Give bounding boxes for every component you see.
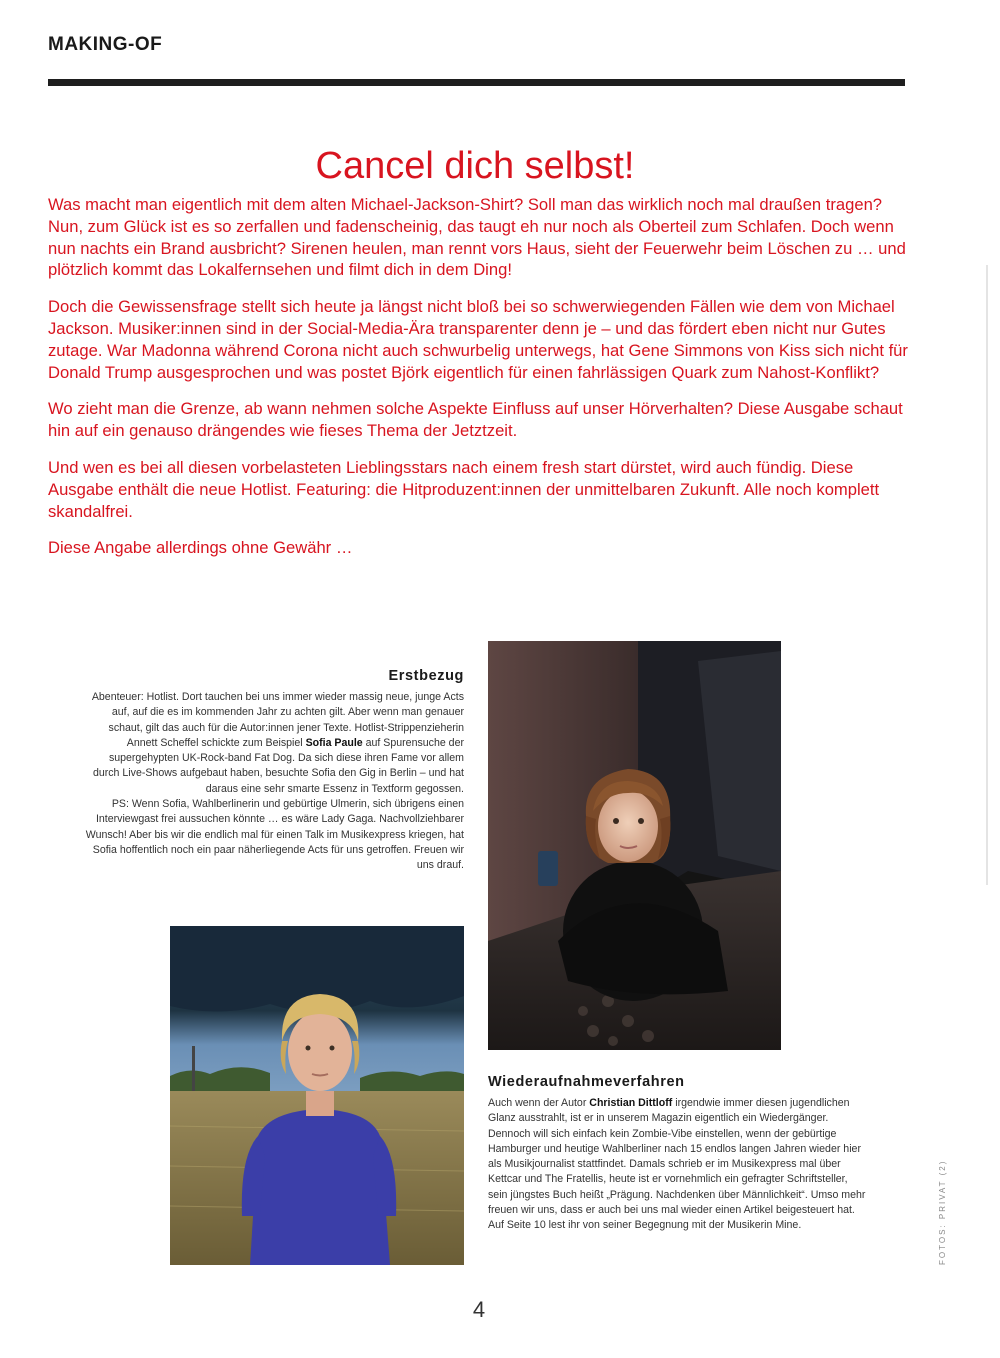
intro-paragraph: Was macht man eigentlich mit dem alten Michael-Jackson-Shirt? Soll man das wirklich noch mal draußen tragen? Nun, zum Glück ist es so zerfallen und fadenscheinig, das taugt eh nur noch als Oberteil zum Schlafen. Doch wenn nun nachts ein Brand ausbricht? Sirenen heulen, man rennt vors Haus, sieht der Feuerwehr beim Löschen zu … und plötzlich kommt das Lokalfernsehen und filmt dich in dem Ding! xyxy=(48,195,906,280)
header-rule xyxy=(48,79,905,86)
wiederaufnahme-text xyxy=(488,1096,868,1234)
wiederaufnahme-title: Wiederaufnahmeverfahren xyxy=(488,1074,685,1090)
wiederaufnahme-text-part: Auch wenn der Autor xyxy=(488,1097,590,1109)
author-photo-christian xyxy=(170,926,464,1265)
erstbezug-text-part: Abenteuer: Hotlist. Dort tauchen bei uns immer wieder massig neue, junge Acts auf, auf die es im kommenden Jahr zu achten gilt. Aber wenn man genauer schaut, gilt das auch für die Autor:innen jener Texte. Hotlist-Strippenzieherin Annett Scheffel schickte zum Beispiel xyxy=(91,691,464,749)
intro-paragraph: Wo zieht man die Grenze, ab wann nehmen solche Aspekte Einfluss auf unser Hörverhalten? Diese Ausgabe schaut hin auf ein genauso drängendes wie fieses Thema der Jetztzeit. xyxy=(48,399,903,441)
wiederaufnahme-text-part: irgendwie immer diesen jugendlichen Glanz ausstrahlt, ist er in unserem Magazin eigentlich ein Wiedergänger. Dennoch will sich einfach kein Zombie-Vibe einstellen, wenn der gebürtige Hamburger und heutige Wahlberliner nach 15 endlos langen Jahren wieder hier als Musikjournalist stattfindet. Damals schrieb er im Musikexpress mal über Kettcar und The Fratellis, heute ist er vornehmlich ein gefragter Schriftsteller, sein jüngstes Buch heißt „Prägung. Nachdenken über Männlichkeit“. Umso mehr freuen wir uns, dass er auch bei uns mal wieder einen Artikel beigesteuert hat. Auf Seite 10 lest ihr von seiner Begegnung mit der Musikerin Mine. xyxy=(488,1097,866,1232)
author-photo-sofia xyxy=(488,641,781,1050)
intro-paragraph: Doch die Gewissensfrage stellt sich heute ja längst nicht bloß bei so schwerwiegenden Fällen wie dem von Michael Jackson. Musiker:innen sind in der Social-Media-Ära transparenter denn je – und das fördert eben nicht nur Gutes zutage. War Madonna während Corona nicht auch schwurbelig unterwegs, hat Gene Simmons von Kiss sich nicht für Donald Trump ausgesprochen und was postet Björk eigentlich für einen fahrlässigen Quark zum Nahost-Konflikt? xyxy=(48,297,908,382)
author-name: Sofia Paule xyxy=(305,736,363,749)
erstbezug-ps: PS: Wenn Sofia, Wahlberlinerin und gebürtige Ulmerin, sich übrigens einen Interviewgast frei aussuchen könnte … es wäre Lady Gaga. Nachvollziehbarer Wunsch! Aber bis wir die endlich mal für einen Talk im Musikexpress kriegen, hat Sofia hoffentlich noch ein paar näherliegende Acts für uns getroffen. Freuen wir uns drauf. xyxy=(85,798,464,872)
erstbezug-title: Erstbezug xyxy=(388,668,464,684)
erstbezug-text-part: auf Spurensuche der supergehypten UK-Rock-band Fat Dog. Da sich diese ihren Fame vor allem durch Live-Shows aufgebaut haben, besuchte Sofia den Gig in Berlin – und hat daraus eine sehr smarte Essenz in Textform gegossen. xyxy=(92,736,464,795)
intro-text xyxy=(48,194,908,559)
section-label: MAKING-OF xyxy=(48,34,163,55)
page-edge-line xyxy=(986,265,988,885)
author-name: Christian Dittloff xyxy=(589,1097,673,1109)
erstbezug-text xyxy=(82,690,464,874)
intro-paragraph: Diese Angabe allerdings ohne Gewähr … xyxy=(48,538,353,558)
erstbezug-box xyxy=(82,668,464,874)
wiederaufnahme-box xyxy=(488,1074,868,1234)
page-number: 4 xyxy=(472,1297,486,1322)
article-headline: Cancel dich selbst! xyxy=(315,145,635,188)
photo-credit: FOTOS: PRIVAT (2) xyxy=(938,1159,947,1265)
intro-paragraph: Und wen es bei all diesen vorbelasteten Lieblingsstars nach einem fresh start dürstet, wird auch fündig. Diese Ausgabe enthält die neue Hotlist. Featuring: die Hitproduzent:innen der unmittelbaren Zukunft. Alle noch komplett skandalfrei. xyxy=(48,457,880,521)
